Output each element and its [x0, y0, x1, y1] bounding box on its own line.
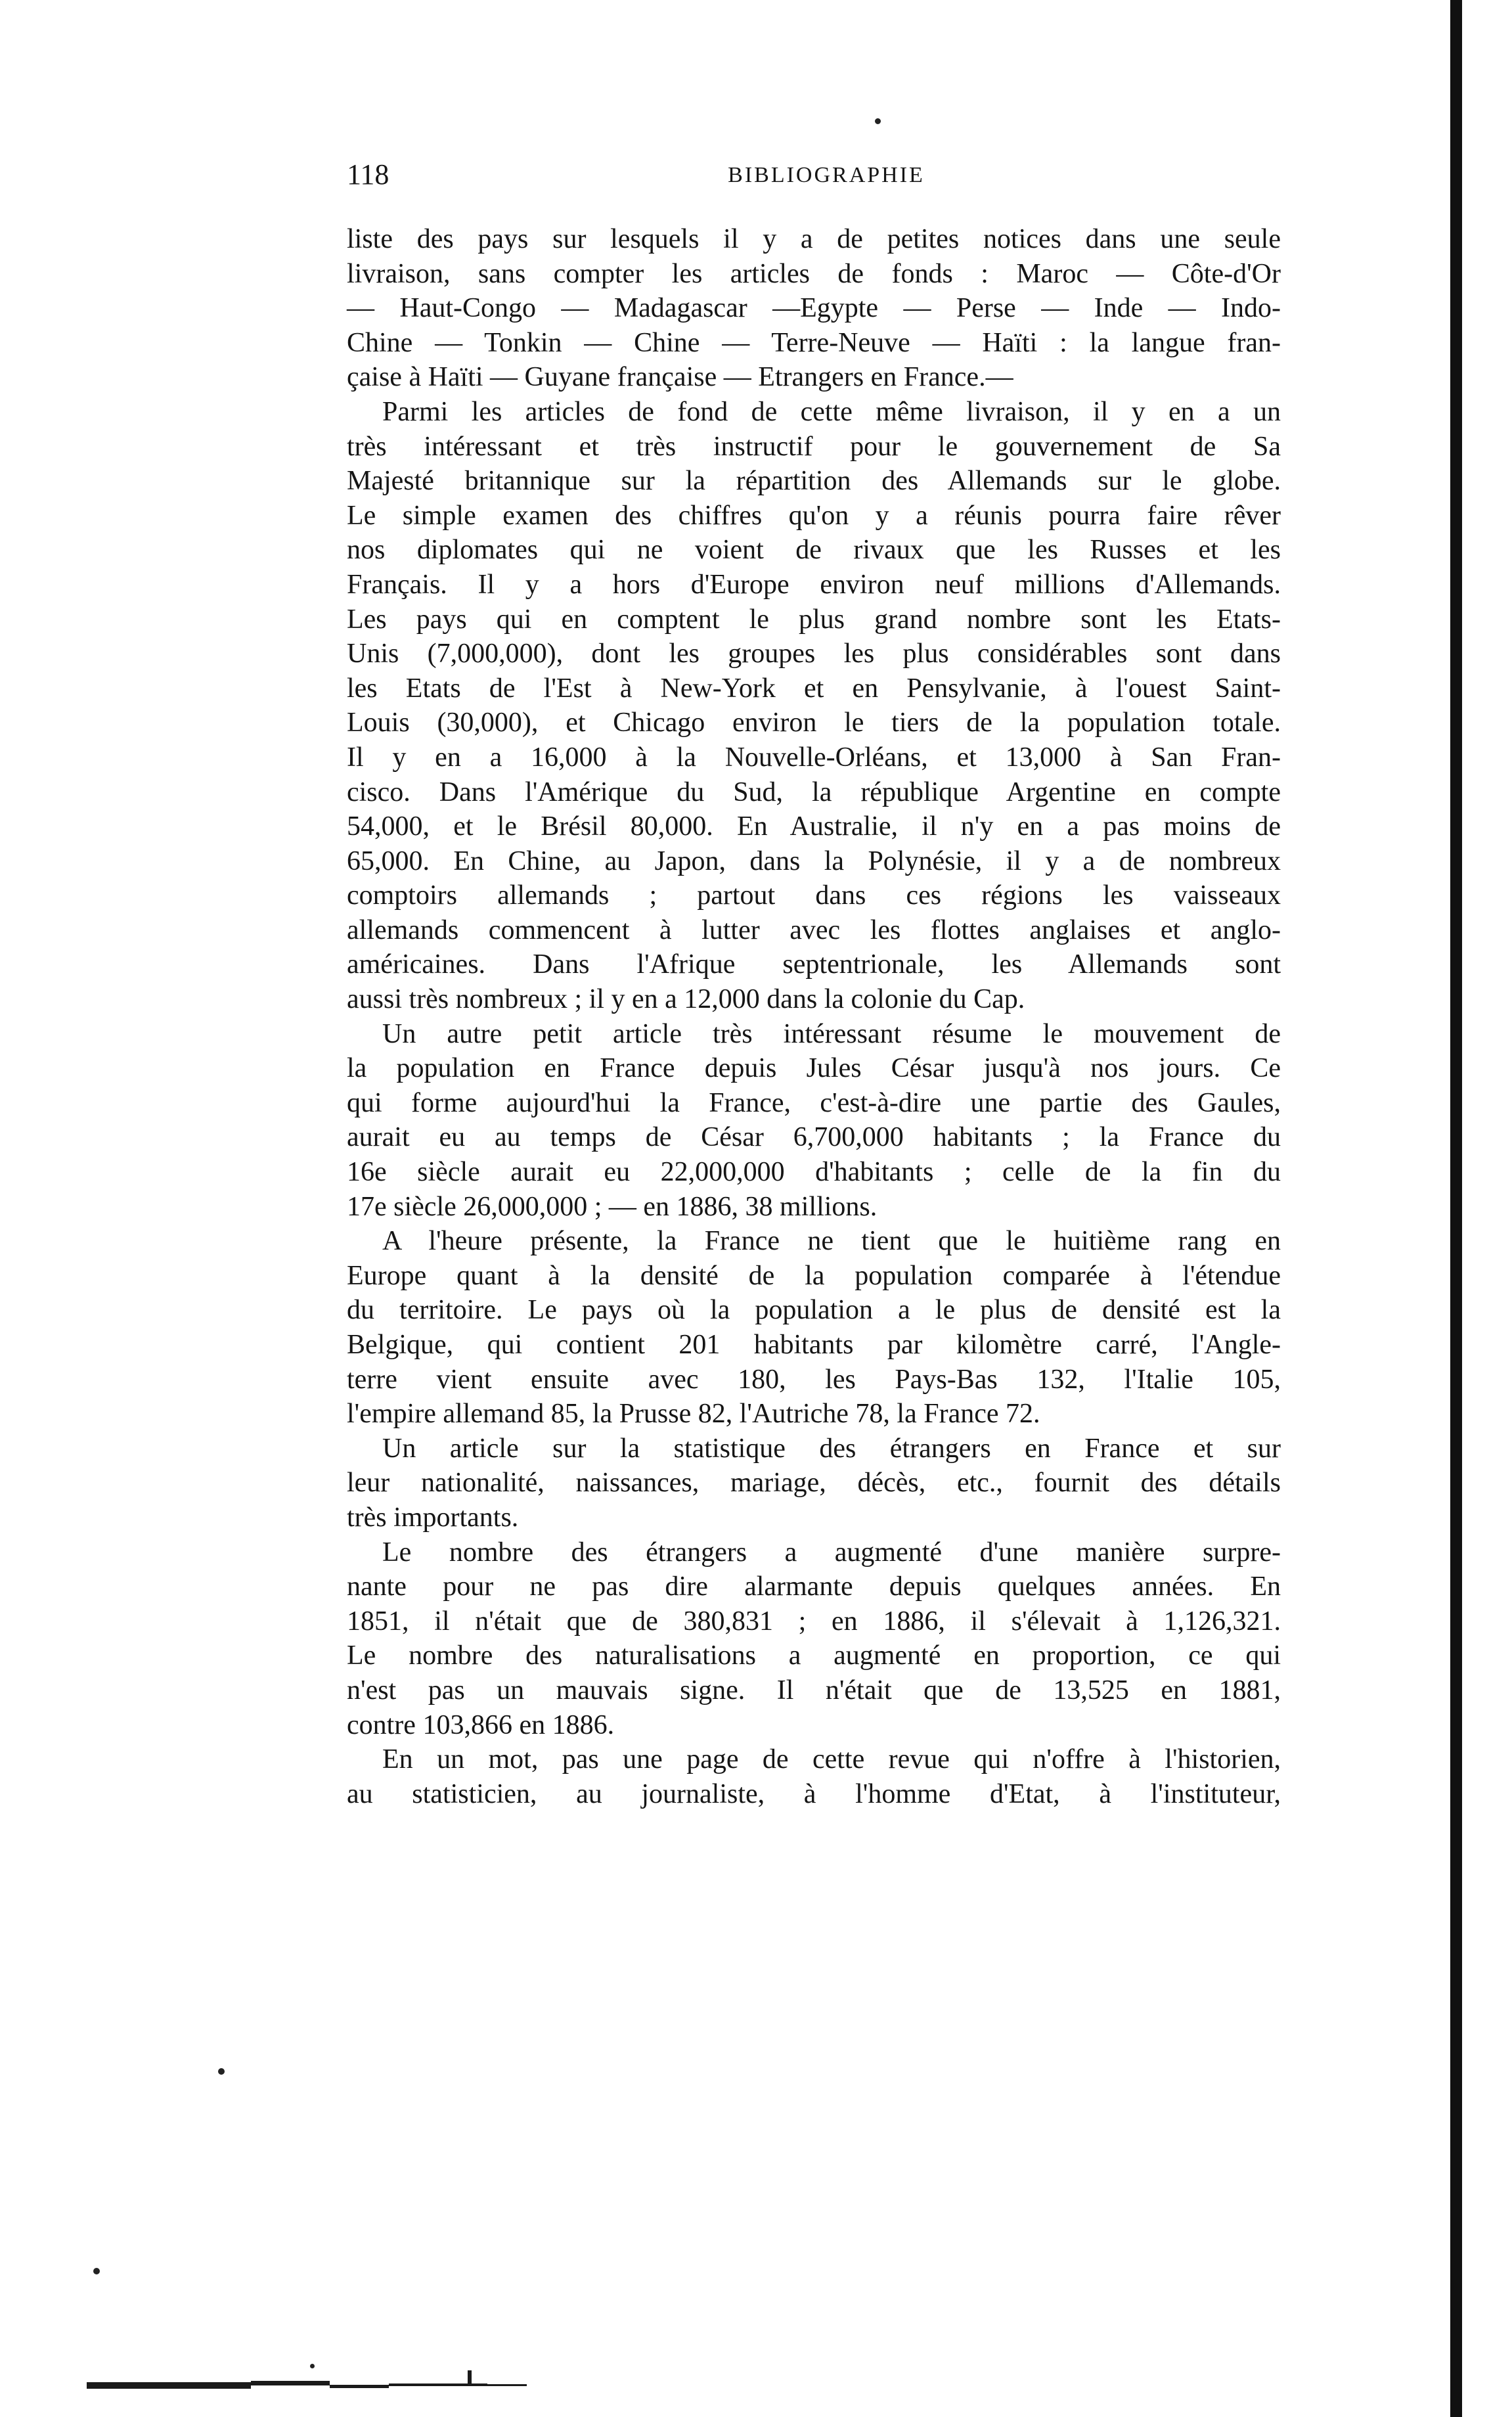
text-line: A l'heure présente, la France ne tient que le huitième rang en — [382, 1226, 1281, 1257]
text-line: au statisticien, au journaliste, à l'homme d'Etat, à l'instituteur, — [347, 1778, 1281, 1809]
text-line: Europe quant à la densité de la population comparée à l'étendue — [347, 1260, 1281, 1291]
ink-speck — [310, 2364, 315, 2368]
ink-speck — [875, 118, 881, 124]
text-line: cisco. Dans l'Amérique du Sud, la république Argentine en compte — [347, 777, 1281, 807]
text-line: çaise à Haïti — Guyane française — Etrangers en France.— — [347, 362, 1013, 393]
text-line: qui forme aujourd'hui la France, c'est-à-dire une partie des Gaules, — [347, 1087, 1281, 1118]
text-line: nos diplomates qui ne voient de rivaux que les Russes et les — [347, 535, 1281, 566]
text-line: livraison, sans compter les articles de fonds : Maroc — Côte-d'Or — [347, 258, 1281, 289]
text-line: nante pour ne pas dire alarmante depuis quelques années. En — [347, 1571, 1281, 1602]
text-line: les Etats de l'Est à New-York et en Pensylvanie, à l'ouest Saint- — [347, 673, 1281, 704]
text-line: aussi très nombreux ; il y en a 12,000 dans la colonie du Cap. — [347, 984, 1025, 1015]
text-line: Un article sur la statistique des étrangers en France et sur — [382, 1433, 1281, 1464]
text-line: Le simple examen des chiffres qu'on y a réunis pourra faire rêver — [347, 500, 1281, 531]
text-line: 65,000. En Chine, au Japon, dans la Polynésie, il y a de nombreux — [347, 846, 1281, 876]
text-line: la population en France depuis Jules César jusqu'à nos jours. Ce — [347, 1053, 1281, 1084]
text-line: Unis (7,000,000), dont les groupes les plus considérables sont dans — [347, 639, 1281, 669]
text-line: En un mot, pas une page de cette revue qui n'offre à l'historien, — [382, 1744, 1281, 1775]
text-line: Chine — Tonkin — Chine — Terre-Neuve — Haïti : la langue fran- — [347, 327, 1281, 358]
text-line: 16e siècle aurait eu 22,000,000 d'habitants ; celle de la fin du — [347, 1157, 1281, 1188]
text-line: allemands commencent à lutter avec les flottes anglaises et anglo- — [347, 915, 1281, 945]
page-header — [347, 155, 1281, 194]
text-line: liste des pays sur lesquels il y a de petites notices dans une seule — [347, 224, 1281, 254]
text-line: leur nationalité, naissances, mariage, décès, etc., fournit des détails — [347, 1468, 1281, 1499]
text-line: comptoirs allemands ; partout dans ces régions les vaisseaux — [347, 880, 1281, 911]
scan-artifact — [87, 2380, 533, 2391]
text-line: l'empire allemand 85, la Prusse 82, l'Autriche 78, la France 72. — [347, 1399, 1040, 1430]
ink-speck — [93, 2268, 100, 2274]
text-line: Le nombre des naturalisations a augmenté en proportion, ce qui — [347, 1640, 1281, 1671]
text-line: Les pays qui en comptent le plus grand nombre sont les Etats- — [347, 604, 1281, 635]
ink-speck — [218, 2068, 225, 2075]
text-line: Majesté britannique sur la répartition des Allemands sur le globe. — [347, 466, 1281, 497]
text-line: américaines. Dans l'Afrique septentrionale, les Allemands sont — [347, 949, 1281, 980]
text-line: 1851, il n'était que de 380,831 ; en 1886, il s'élevait à 1,126,321. — [347, 1606, 1281, 1637]
text-line: n'est pas un mauvais signe. Il n'était que de 13,525 en 1881, — [347, 1675, 1281, 1705]
text-line: 54,000, et le Brésil 80,000. En Australie, il n'y en a pas moins de — [347, 811, 1281, 842]
text-line: terre vient ensuite avec 180, les Pays-Bas 132, l'Italie 105, — [347, 1364, 1281, 1395]
text-line: Le nombre des étrangers a augmenté d'une manière surpre- — [382, 1537, 1281, 1568]
text-line: très importants. — [347, 1502, 519, 1533]
page-number: 118 — [347, 158, 389, 191]
text-line: — Haut-Congo — Madagascar —Egypte — Perse — Inde — Indo- — [347, 293, 1281, 324]
text-line: aurait eu au temps de César 6,700,000 habitants ; la France du — [347, 1122, 1281, 1153]
text-line: 17e siècle 26,000,000 ; — en 1886, 38 millions. — [347, 1191, 878, 1222]
text-line: Louis (30,000), et Chicago environ le tiers de la population totale. — [347, 708, 1281, 738]
text-line: Parmi les articles de fond de cette même livraison, il y en a un — [382, 396, 1281, 427]
scan-edge-rule — [1450, 0, 1462, 2417]
text-line: du territoire. Le pays où la population a le plus de densité est la — [347, 1295, 1281, 1326]
text-line: Français. Il y a hors d'Europe environ neuf millions d'Allemands. — [347, 569, 1281, 600]
body-text — [347, 222, 1281, 1811]
text-line: Belgique, qui contient 201 habitants par kilomètre carré, l'Angle- — [347, 1330, 1281, 1360]
text-line: très intéressant et très instructif pour le gouvernement de Sa — [347, 431, 1281, 462]
text-line: Il y en a 16,000 à la Nouvelle-Orléans, et 13,000 à San Fran- — [347, 742, 1281, 773]
text-line: Un autre petit article très intéressant résume le mouvement de — [382, 1018, 1281, 1049]
text-line: contre 103,866 en 1886. — [347, 1709, 615, 1740]
running-title: BIBLIOGRAPHIE — [728, 163, 925, 187]
